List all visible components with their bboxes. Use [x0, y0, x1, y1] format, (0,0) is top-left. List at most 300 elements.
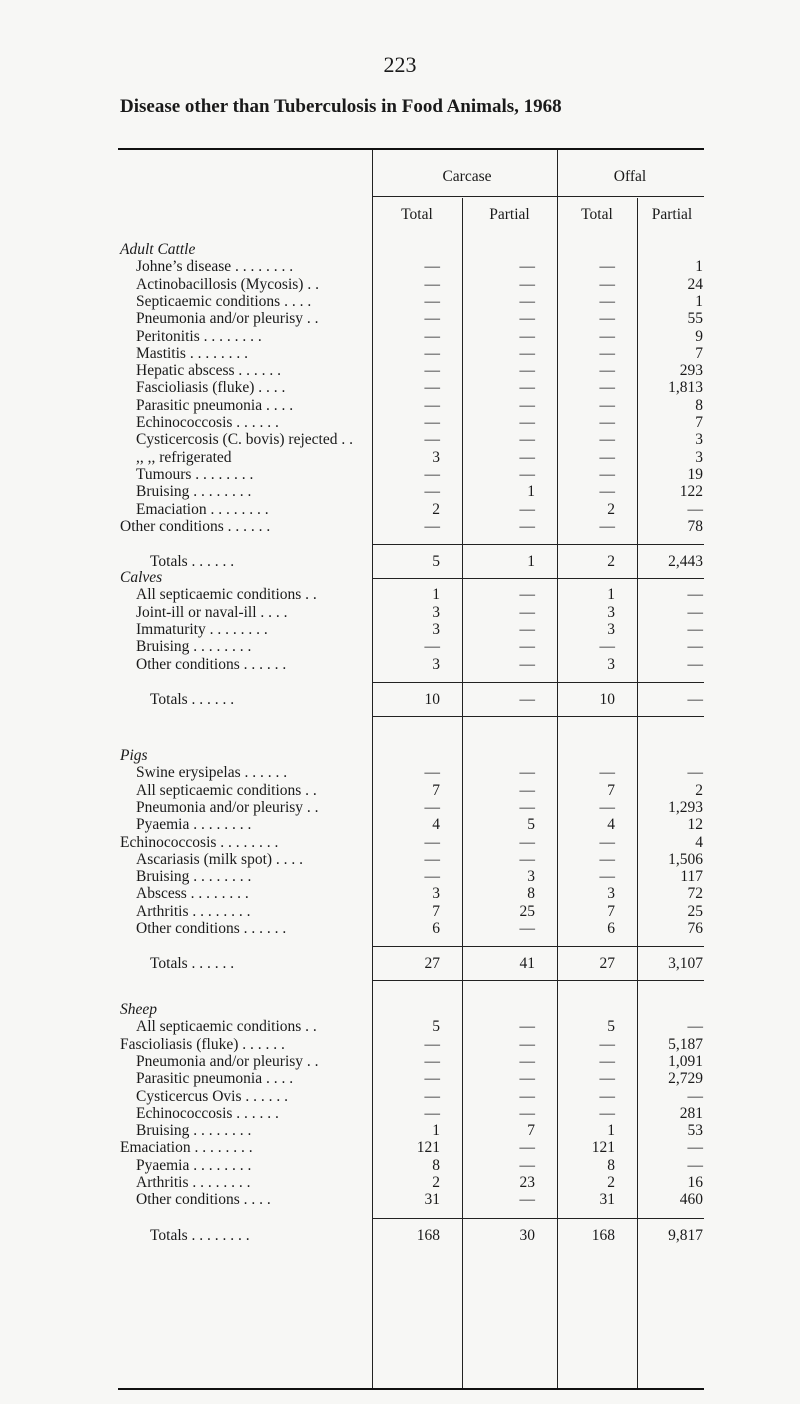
table-cell: —	[424, 483, 440, 501]
row-label: Actinobacillosis (Mycosis) . .	[136, 275, 319, 293]
table-cell: 1	[527, 483, 535, 501]
totals-cell: —	[687, 690, 703, 708]
table-cell: 121	[416, 1139, 440, 1157]
table-cell: —	[599, 764, 615, 782]
table-cell: —	[424, 258, 440, 276]
section-title: Pigs	[120, 747, 148, 764]
totals-rule	[372, 1218, 704, 1219]
table-cell: —	[519, 1035, 535, 1053]
row-label: Emaciation . . . . . . . .	[120, 1139, 253, 1157]
table-cell: —	[519, 1018, 535, 1036]
table-row	[0, 1035, 800, 1054]
table-cell: 9	[695, 327, 703, 345]
table-cell: 1	[695, 292, 703, 310]
table-cell: 1	[432, 586, 440, 604]
table-cell: 5	[607, 1018, 615, 1036]
table-cell: 12	[687, 816, 703, 834]
table-cell: 1,293	[668, 798, 703, 816]
table-cell: 293	[679, 362, 703, 380]
table-row	[0, 1052, 800, 1071]
table-cell: —	[424, 310, 440, 328]
row-label: Bruising . . . . . . . .	[136, 638, 252, 656]
totals-cell: 27	[424, 955, 440, 973]
table-cell: 8	[607, 1156, 615, 1174]
table-row	[0, 361, 800, 380]
table-cell: 6	[607, 920, 615, 937]
table-cell: —	[599, 414, 615, 431]
page-title: Disease other than Tuberculosis in Food Animals, 1968	[120, 96, 562, 117]
totals-cell: 3,107	[668, 955, 703, 973]
table-row	[0, 257, 800, 276]
table-row	[0, 1104, 800, 1123]
table-cell: —	[599, 258, 615, 276]
row-label: Pneumonia and/or pleurisy . .	[136, 798, 319, 816]
table-cell: —	[424, 275, 440, 293]
table-cell: 2	[432, 1174, 440, 1191]
table-cell: —	[519, 396, 535, 414]
table-cell: —	[599, 1070, 615, 1088]
row-label: Bruising . . . . . . . .	[136, 868, 252, 886]
table-cell: —	[424, 1104, 440, 1122]
totals-cell: 5	[432, 553, 440, 571]
row-label: Pneumonia and/or pleurisy . .	[136, 1052, 319, 1070]
table-row	[0, 833, 800, 852]
table-cell: —	[599, 465, 615, 483]
totals-row	[0, 954, 800, 973]
row-label: Hepatic abscess . . . . . .	[136, 362, 282, 380]
table-cell: 3	[607, 655, 615, 673]
table-row	[0, 327, 800, 346]
table-cell: 7	[432, 781, 440, 799]
row-label: Bruising . . . . . . . .	[136, 1122, 252, 1140]
table-cell: 1	[607, 1122, 615, 1140]
table-row	[0, 1017, 800, 1036]
row-label: Parasitic pneumonia . . . .	[136, 396, 294, 414]
table-cell: 16	[687, 1174, 703, 1191]
table-cell: 117	[680, 868, 703, 886]
table-cell: —	[599, 483, 615, 501]
table-cell: 25	[687, 902, 703, 920]
table-cell: 7	[607, 902, 615, 920]
totals-rule	[372, 544, 704, 545]
table-cell: 460	[679, 1191, 703, 1209]
table-row	[0, 655, 800, 674]
table-cell: —	[424, 638, 440, 656]
offal-header: Offal	[613, 168, 647, 185]
table-cell: —	[519, 362, 535, 380]
row-label: Other conditions . . . . . .	[136, 920, 287, 937]
row-label: All septicaemic conditions . .	[136, 781, 317, 799]
row-label: Cysticercosis (C. bovis) rejected . .	[136, 431, 353, 449]
row-label: All septicaemic conditions . .	[136, 586, 317, 604]
table-cell: —	[519, 500, 535, 518]
table-row	[0, 867, 800, 886]
table-row	[0, 763, 800, 782]
table-cell: —	[519, 517, 535, 535]
table-cell: —	[599, 310, 615, 328]
table-cell: —	[599, 275, 615, 293]
totals-cell: 27	[599, 955, 615, 973]
row-label: Cysticercus Ovis . . . . . .	[136, 1087, 288, 1105]
table-cell: —	[519, 1087, 535, 1105]
totals-label: Totals . . . . . .	[150, 955, 235, 973]
table-cell: —	[519, 586, 535, 604]
table-cell: —	[519, 275, 535, 293]
row-label: Immaturity . . . . . . . .	[136, 620, 268, 638]
top-rule	[118, 148, 704, 150]
table-row	[0, 1121, 800, 1140]
totals-cell: 2,443	[668, 553, 703, 571]
totals-cell: —	[519, 690, 535, 708]
table-cell: 24	[687, 275, 703, 293]
offal-partial-header: Partial	[651, 206, 693, 223]
totals-cell: 2	[607, 553, 615, 571]
table-row	[0, 465, 800, 484]
totals-row	[0, 690, 800, 709]
table-cell: 23	[519, 1174, 535, 1191]
table-cell: 2	[607, 1174, 615, 1191]
table-cell: —	[687, 586, 703, 604]
section-heading	[0, 1000, 800, 1019]
row-label: Pyaemia . . . . . . . .	[136, 816, 252, 834]
table-cell: —	[519, 292, 535, 310]
table-cell: 7	[695, 344, 703, 362]
table-cell: 3	[432, 448, 440, 466]
table-cell: 8	[527, 885, 535, 903]
section-title: Calves	[120, 569, 163, 586]
table-cell: 3	[432, 885, 440, 903]
carcase-header: Carcase	[442, 168, 492, 185]
table-row	[0, 309, 800, 328]
table-cell: —	[424, 798, 440, 816]
table-cell: 53	[687, 1122, 703, 1140]
table-cell: —	[519, 310, 535, 328]
table-cell: —	[519, 1156, 535, 1174]
table-cell: 121	[591, 1139, 615, 1157]
table-cell: 3	[695, 448, 703, 466]
table-row	[0, 500, 800, 519]
totals-cell: 9,817	[668, 1226, 703, 1244]
totals-label: Totals . . . . . .	[150, 690, 235, 708]
section-heading	[0, 568, 800, 587]
table-cell: 7	[695, 414, 703, 431]
table-cell: —	[599, 344, 615, 362]
table-cell: —	[687, 638, 703, 656]
table-cell: —	[519, 379, 535, 397]
row-label: ,, ,, refrigerated	[136, 448, 232, 466]
table-cell: 8	[695, 396, 703, 414]
table-cell: —	[687, 1156, 703, 1174]
table-cell: —	[687, 1018, 703, 1036]
table-row	[0, 344, 800, 363]
table-cell: —	[424, 379, 440, 397]
table-cell: —	[599, 431, 615, 449]
table-cell: —	[519, 603, 535, 621]
table-cell: 4	[695, 833, 703, 851]
row-label: Other conditions . . . . . .	[136, 655, 287, 673]
table-cell: 2	[432, 500, 440, 518]
table-row	[0, 1087, 800, 1106]
table-cell: —	[599, 448, 615, 466]
row-label: Abscess . . . . . . . .	[136, 885, 249, 903]
table-cell: —	[424, 1035, 440, 1053]
table-cell: —	[599, 1035, 615, 1053]
table-cell: 8	[432, 1156, 440, 1174]
table-cell: —	[519, 448, 535, 466]
table-cell: 7	[432, 902, 440, 920]
bottom-rule	[118, 1388, 704, 1390]
table-cell: —	[424, 292, 440, 310]
table-row	[0, 482, 800, 501]
table-cell: —	[687, 764, 703, 782]
section-rule	[372, 980, 704, 981]
table-cell: 3	[607, 885, 615, 903]
table-cell: 25	[519, 902, 535, 920]
page-number: 223	[383, 52, 417, 77]
table-cell: —	[519, 781, 535, 799]
table-cell: —	[519, 1139, 535, 1157]
table-cell: 1	[432, 1122, 440, 1140]
table-cell: —	[599, 327, 615, 345]
table-cell: —	[519, 327, 535, 345]
table-cell: —	[599, 379, 615, 397]
table-cell: —	[599, 868, 615, 886]
table-cell: —	[424, 327, 440, 345]
row-label: Johne’s disease . . . . . . . .	[136, 258, 294, 276]
totals-cell: 10	[599, 690, 615, 708]
table-row	[0, 637, 800, 656]
totals-cell: 41	[519, 955, 535, 973]
table-cell: 19	[687, 465, 703, 483]
table-cell: 72	[687, 885, 703, 903]
table-cell: —	[519, 798, 535, 816]
table-cell: —	[599, 833, 615, 851]
totals-rule	[372, 946, 704, 947]
table-cell: 31	[599, 1191, 615, 1209]
table-cell: 1,091	[668, 1052, 703, 1070]
table-cell: —	[687, 620, 703, 638]
totals-cell: 168	[591, 1226, 615, 1244]
table-cell: 5	[432, 1018, 440, 1036]
table-cell: 3	[695, 431, 703, 449]
table-cell: —	[519, 764, 535, 782]
table-cell: —	[599, 798, 615, 816]
table-cell: 31	[424, 1191, 440, 1209]
row-label: Mastitis . . . . . . . .	[136, 344, 248, 362]
table-cell: 1,813	[668, 379, 703, 397]
row-label: Fascioliasis (fluke) . . . . . .	[120, 1035, 285, 1053]
row-label: Ascariasis (milk spot) . . . .	[136, 850, 304, 868]
table-cell: 4	[432, 816, 440, 834]
table-cell: —	[519, 920, 535, 937]
table-cell: 5,187	[668, 1035, 703, 1053]
row-label: Tumours . . . . . . . .	[136, 465, 254, 483]
table-cell: —	[424, 1087, 440, 1105]
table-row	[0, 919, 800, 938]
table-cell: 3	[432, 655, 440, 673]
table-cell: 3	[432, 603, 440, 621]
row-label: All septicaemic conditions . .	[136, 1018, 317, 1036]
table-cell: —	[424, 396, 440, 414]
table-row	[0, 585, 800, 604]
row-label: Other conditions . . . . . .	[120, 517, 271, 535]
section-rule	[372, 716, 704, 717]
totals-cell: 1	[527, 553, 535, 571]
table-row	[0, 620, 800, 639]
table-row	[0, 275, 800, 294]
totals-label: Totals . . . . . .	[150, 553, 235, 571]
table-cell: —	[424, 362, 440, 380]
table-cell: 1,506	[668, 850, 703, 868]
table-row	[0, 292, 800, 311]
table-cell: 281	[679, 1104, 703, 1122]
table-cell: 4	[607, 816, 615, 834]
carcase-partial-header: Partial	[489, 206, 530, 223]
table-cell: —	[424, 517, 440, 535]
table-cell: —	[519, 344, 535, 362]
table-cell: —	[519, 655, 535, 673]
table-cell: —	[519, 1104, 535, 1122]
table-cell: —	[687, 655, 703, 673]
table-cell: —	[687, 603, 703, 621]
row-label: Other conditions . . . .	[136, 1191, 271, 1209]
table-cell: 3	[607, 603, 615, 621]
table-cell: —	[599, 850, 615, 868]
totals-cell: 30	[519, 1226, 535, 1244]
table-cell: —	[599, 292, 615, 310]
table-row	[0, 1190, 800, 1209]
table-cell: —	[519, 258, 535, 276]
table-cell: —	[599, 1087, 615, 1105]
table-cell: 122	[679, 483, 703, 501]
table-cell: —	[424, 868, 440, 886]
table-cell: —	[519, 1191, 535, 1209]
table-cell: —	[424, 1070, 440, 1088]
table-cell: —	[519, 638, 535, 656]
table-row	[0, 517, 800, 536]
table-row	[0, 798, 800, 817]
table-row	[0, 396, 800, 415]
table-cell: —	[424, 1052, 440, 1070]
table-cell: —	[424, 764, 440, 782]
table-cell: —	[519, 465, 535, 483]
table-cell: —	[687, 1139, 703, 1157]
table-cell: 2,729	[668, 1070, 703, 1088]
table-row	[0, 603, 800, 622]
row-label: Arthritis . . . . . . . .	[136, 1174, 251, 1191]
table-row	[0, 413, 800, 432]
table-cell: —	[424, 431, 440, 449]
table-cell: —	[599, 396, 615, 414]
table-row	[0, 902, 800, 921]
row-label: Pyaemia . . . . . . . .	[136, 1156, 252, 1174]
table-row	[0, 1138, 800, 1157]
table-cell: —	[519, 833, 535, 851]
row-label: Arthritis . . . . . . . .	[136, 902, 251, 920]
totals-cell: 168	[416, 1226, 440, 1244]
row-label: Bruising . . . . . . . .	[136, 483, 252, 501]
table-row	[0, 1156, 800, 1175]
table-cell: —	[599, 1052, 615, 1070]
row-label: Echinococcosis . . . . . .	[136, 1104, 279, 1122]
table-cell: 2	[607, 500, 615, 518]
table-cell: 5	[527, 816, 535, 834]
table-row	[0, 1173, 800, 1192]
row-label: Peritonitis . . . . . . . .	[136, 327, 262, 345]
table-row	[0, 884, 800, 903]
row-label: Echinococcosis . . . . . . . .	[120, 833, 279, 851]
table-cell: —	[599, 638, 615, 656]
table-cell: —	[519, 850, 535, 868]
section-title: Sheep	[120, 1001, 158, 1018]
section-heading	[0, 746, 800, 765]
totals-row	[0, 1226, 800, 1245]
table-cell: 55	[687, 310, 703, 328]
table-cell: 7	[607, 781, 615, 799]
offal-total-header: Total	[581, 206, 613, 223]
table-cell: —	[599, 517, 615, 535]
table-row	[0, 781, 800, 800]
header-rule	[372, 196, 704, 197]
totals-cell: 10	[424, 690, 440, 708]
row-label: Joint-ill or naval-ill . . . .	[136, 603, 288, 621]
row-label: Emaciation . . . . . . . .	[136, 500, 269, 518]
table-cell: 1	[607, 586, 615, 604]
table-row	[0, 815, 800, 834]
table-row	[0, 430, 800, 449]
section-title: Adult Cattle	[120, 241, 196, 258]
table-cell: 7	[527, 1122, 535, 1140]
table-row	[0, 448, 800, 467]
table-cell: —	[424, 465, 440, 483]
table-cell: —	[424, 344, 440, 362]
table-cell: —	[687, 1087, 703, 1105]
table-cell: 78	[687, 517, 703, 535]
row-label: Fascioliasis (fluke) . . . .	[136, 379, 286, 397]
table-cell: 3	[607, 620, 615, 638]
table-cell: 3	[527, 868, 535, 886]
table-cell: —	[519, 620, 535, 638]
table-cell: —	[519, 1070, 535, 1088]
table-cell: 2	[695, 781, 703, 799]
row-label: Septicaemic conditions . . . .	[136, 292, 312, 310]
row-label: Parasitic pneumonia . . . .	[136, 1070, 294, 1088]
table-cell: —	[519, 414, 535, 431]
table-row	[0, 1069, 800, 1088]
carcase-total-header: Total	[401, 206, 433, 223]
table-row	[0, 378, 800, 397]
table-cell: 76	[687, 920, 703, 937]
row-label: Pneumonia and/or pleurisy . .	[136, 310, 319, 328]
table-cell: —	[424, 850, 440, 868]
table-cell: —	[424, 414, 440, 431]
row-label: Swine erysipelas . . . . . .	[136, 764, 288, 782]
table-cell: —	[687, 500, 703, 518]
table-cell: 1	[695, 258, 703, 276]
table-cell: 6	[432, 920, 440, 937]
table-cell: —	[599, 1104, 615, 1122]
table-cell: —	[519, 1052, 535, 1070]
table-cell: 3	[432, 620, 440, 638]
totals-rule	[372, 682, 704, 683]
row-label: Echinococcosis . . . . . .	[136, 414, 279, 431]
totals-label: Totals . . . . . . . .	[150, 1226, 250, 1244]
table-cell: —	[424, 833, 440, 851]
table-row	[0, 850, 800, 869]
table-cell: —	[599, 362, 615, 380]
table-cell: —	[519, 431, 535, 449]
section-heading	[0, 240, 800, 259]
